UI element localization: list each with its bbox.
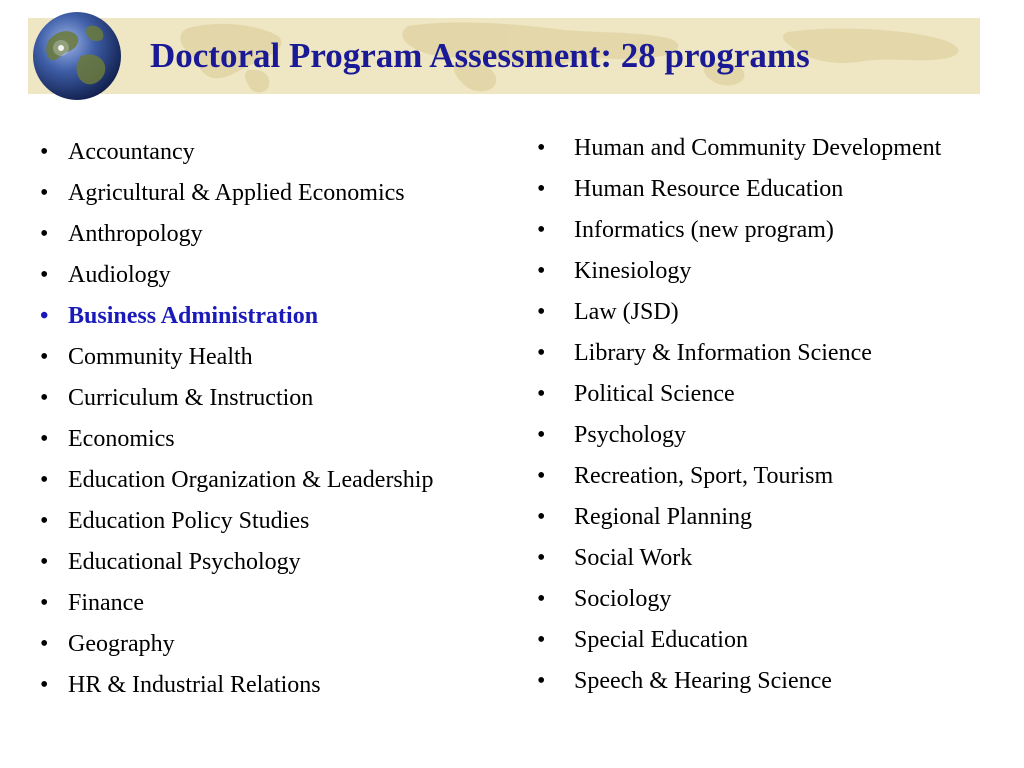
program-item — [537, 625, 941, 666]
program-label: Kinesiology — [574, 258, 692, 284]
program-item — [40, 342, 433, 383]
program-item — [537, 584, 941, 625]
program-item — [40, 137, 433, 178]
bullet-icon: • — [537, 340, 546, 366]
program-label: Community Health — [68, 344, 253, 370]
bullet-icon: • — [40, 139, 49, 165]
program-label: Political Science — [574, 381, 735, 407]
program-item — [537, 174, 941, 215]
program-label: Regional Planning — [574, 504, 752, 530]
program-label: Education Policy Studies — [68, 508, 310, 534]
program-label: Psychology — [574, 422, 687, 448]
program-label: Education Organization & Leadership — [68, 467, 434, 493]
program-label: Informatics (new program) — [574, 217, 834, 243]
program-label: Recreation, Sport, Tourism — [574, 463, 834, 489]
program-item — [537, 133, 941, 174]
bullet-icon: • — [537, 258, 546, 284]
program-item — [537, 379, 941, 420]
bullet-icon: • — [40, 508, 49, 534]
program-item — [537, 666, 941, 707]
bullet-icon: • — [537, 176, 546, 202]
program-label: Agricultural & Applied Economics — [68, 180, 405, 206]
bullet-icon: • — [40, 221, 49, 247]
program-item — [537, 338, 941, 379]
program-label: Anthropology — [68, 221, 203, 247]
program-item — [40, 506, 433, 547]
program-item — [537, 297, 941, 338]
bullet-icon: • — [537, 299, 546, 325]
program-item — [40, 260, 433, 301]
bullet-icon: • — [40, 344, 49, 370]
program-label: Finance — [68, 590, 144, 616]
bullet-icon: • — [40, 631, 49, 657]
program-label: Educational Psychology — [68, 549, 301, 575]
bullet-icon: • — [40, 262, 49, 288]
program-item — [40, 219, 433, 260]
program-label: Sociology — [574, 586, 672, 612]
bullet-icon: • — [40, 672, 49, 698]
program-label: Human and Community Development — [574, 135, 942, 161]
program-label: Economics — [68, 426, 175, 452]
program-item — [537, 502, 941, 543]
bullet-icon: • — [40, 426, 49, 452]
program-label: Business Administration — [68, 303, 319, 329]
bullet-icon: • — [537, 422, 546, 448]
program-item — [40, 629, 433, 670]
program-label: Special Education — [574, 627, 748, 653]
program-item — [40, 465, 433, 506]
program-item — [537, 215, 941, 256]
program-label: Accountancy — [68, 139, 195, 165]
bullet-icon: • — [537, 381, 546, 407]
bullet-icon: • — [40, 385, 49, 411]
program-label: Curriculum & Instruction — [68, 385, 314, 411]
bullet-icon: • — [40, 590, 49, 616]
program-label: Library & Information Science — [574, 340, 872, 366]
program-item — [40, 670, 433, 711]
program-item — [537, 461, 941, 502]
bullet-icon: • — [40, 180, 49, 206]
bullet-icon: • — [40, 467, 49, 493]
program-item — [40, 301, 433, 342]
bullet-icon: • — [537, 463, 546, 489]
bullet-icon: • — [40, 549, 49, 575]
bullet-icon: • — [537, 217, 546, 243]
left-program-list — [40, 137, 433, 711]
program-item — [537, 543, 941, 584]
program-item — [40, 178, 433, 219]
program-label: Audiology — [68, 262, 171, 288]
program-item — [537, 256, 941, 297]
bullet-icon: • — [537, 504, 546, 530]
bullet-icon: • — [537, 135, 546, 161]
program-label: Geography — [68, 631, 175, 657]
program-label: Speech & Hearing Science — [574, 668, 832, 694]
bullet-icon: • — [537, 586, 546, 612]
program-label: Social Work — [574, 545, 693, 571]
program-item — [40, 547, 433, 588]
bullet-icon: • — [537, 627, 546, 653]
right-program-list — [537, 133, 941, 707]
program-item — [40, 588, 433, 629]
page-title: Doctoral Program Assessment: 28 programs — [150, 36, 810, 75]
globe-icon — [31, 10, 123, 102]
bullet-icon: • — [537, 668, 546, 694]
program-label: Law (JSD) — [574, 299, 679, 325]
bullet-icon: • — [537, 545, 546, 571]
program-label: HR & Industrial Relations — [68, 672, 321, 698]
program-item — [40, 383, 433, 424]
program-item — [537, 420, 941, 461]
program-item — [40, 424, 433, 465]
bullet-icon: • — [40, 303, 49, 329]
program-label: Human Resource Education — [574, 176, 844, 202]
